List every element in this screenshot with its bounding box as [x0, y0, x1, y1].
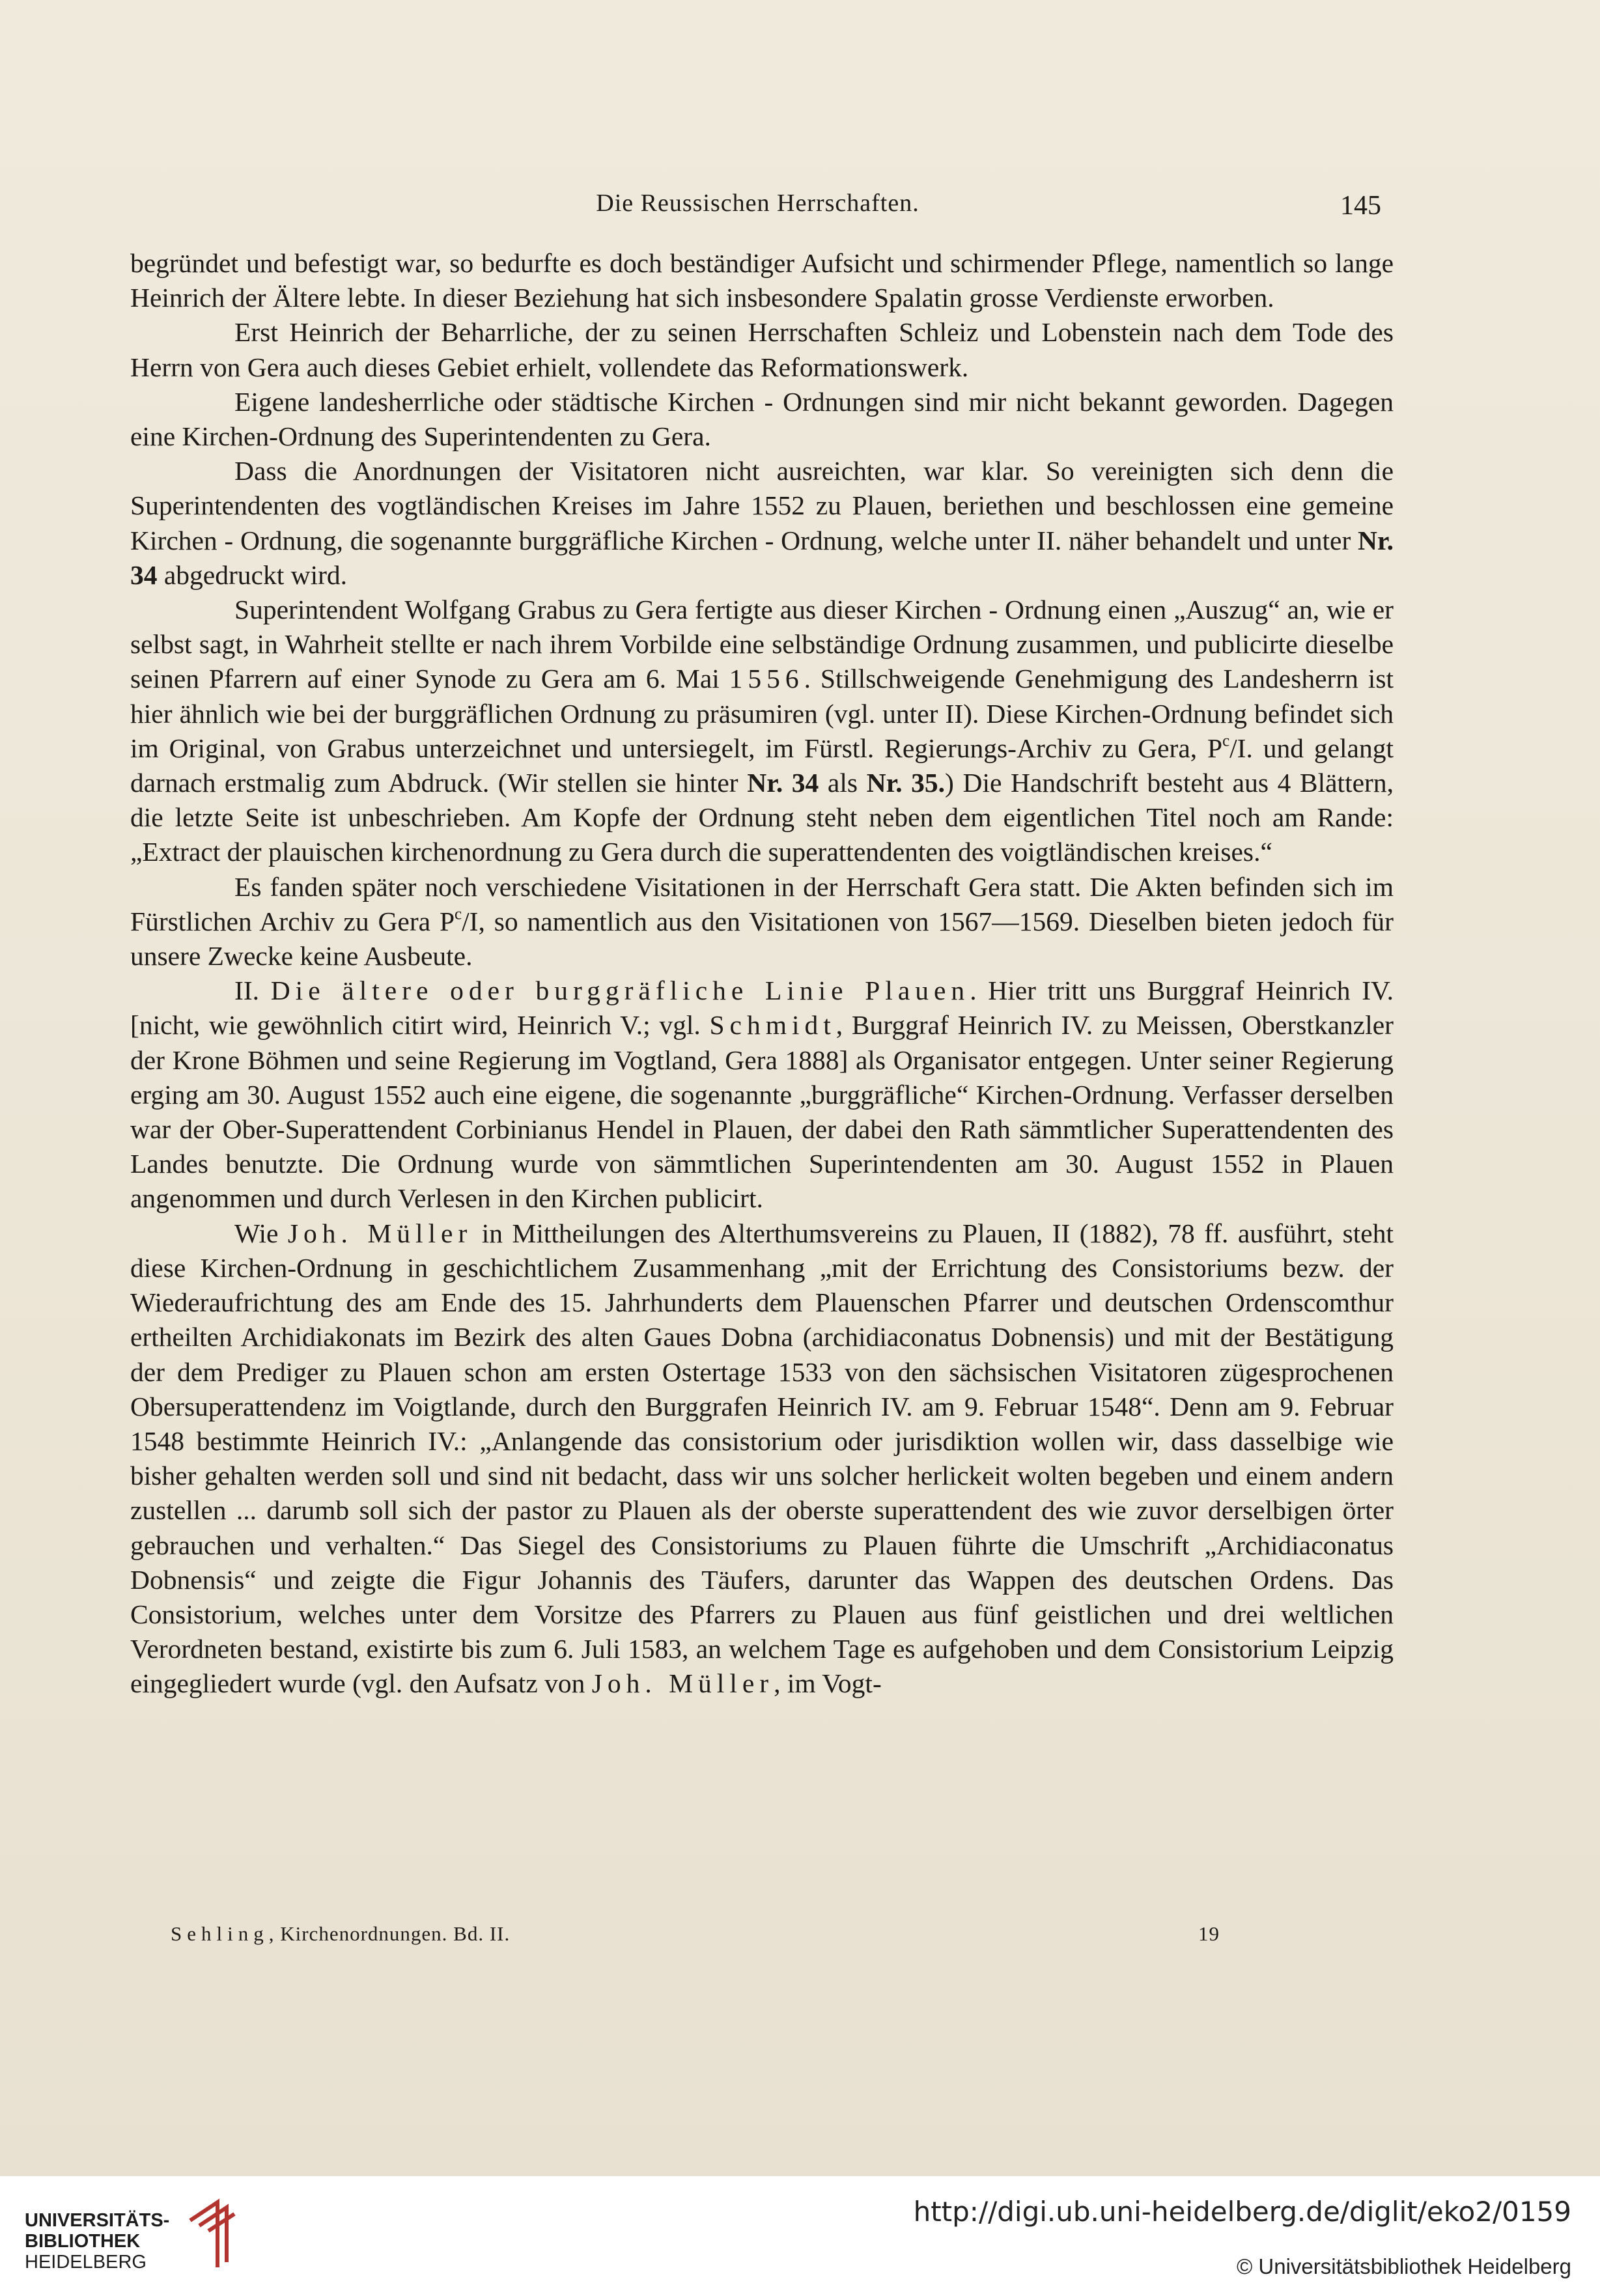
library-logo[interactable] [25, 2194, 240, 2282]
paragraph [130, 385, 1394, 454]
library-emblem-icon [185, 2194, 237, 2273]
paragraph [130, 593, 1394, 870]
running-head: Die Reussischen Herrschaften. [596, 189, 919, 217]
spaced-text: Die ältere oder burggräfliche Linie Plauen [270, 975, 970, 1006]
paragraph [130, 315, 1394, 384]
body-text [130, 246, 1394, 1701]
text-run: Es fanden später noch verschiedene Visitationen in der Herrschaft Gera statt. Die Akten befinden sich im Fürstlichen Archiv zu Gera P [130, 871, 1394, 936]
page-number: 145 [1340, 191, 1381, 221]
text-run: . Stillschweigende Genehmigung des Landesherrn ist hier ähnlich wie bei der burggräflichen Ordnung zu präsumiren (vgl. unter II). Diese Kirchen-Ordnung befindet sich im Original, von Grabus unterzeichnet und untersiegelt, im Fürstl. Regierungs-Archiv zu Gera, P [130, 664, 1394, 763]
text-run: Wie [234, 1218, 288, 1248]
text-run: , im Vogt- [774, 1668, 882, 1699]
footer-title: , Kirchenordnungen. Bd. II. [268, 1922, 511, 1945]
text-run: Superintendent Wolfgang Grabus zu Gera fertigte aus dieser Kirchen - Ordnung einen „Auszug“ an, wie er selbst sagt, in Wahrheit stellte er nach ihrem Vorbilde eine selbständige Ordnung zusammen, und publicirte dieselbe seinen Pfarrern auf einer Synode zu Gera am 6. Mai [130, 595, 1394, 694]
footer-author: Sehling [171, 1922, 269, 1945]
logo-line-2: BIBLIOTHEK [25, 2231, 141, 2252]
logo-line-3: HEIDELBERG [25, 2252, 147, 2273]
spaced-text: Joh. Müller [591, 1668, 774, 1699]
text-run: begründet und befestigt war, so bedurfte es doch beständiger Aufsicht und schirmender Pflege, namentlich so lange Heinrich der Ältere lebte. In dieser Beziehung hat sich insbesondere Spalatin grosse Verdienste erworben. [130, 248, 1394, 313]
footer [171, 1922, 1265, 1946]
superscript: c [1222, 732, 1230, 750]
text-run: . Hier tritt uns Burggraf Heinrich IV. [nicht, wie gewöhnlich citirt wird, Heinrich V.; vgl. [130, 975, 1394, 1041]
text-run: Dass die Anordnungen der Visitatoren nicht ausreichten, war klar. So vereinigten sich denn die Superintendenten des vogtländischen Kreises im Jahre 1552 zu Plauen, beriethen und beschlossen eine gemeine Kirchen - Ordnung, die sogenannte burggräfliche Kirchen - Ordnung, welche unter II. näher behandelt und unter [130, 456, 1394, 555]
logo-line-1: UNIVERSITÄTS- [25, 2210, 170, 2231]
text-run: , Burggraf Heinrich IV. zu Meissen, Oberstkanzler der Krone Böhmen und seine Regierung im Vogtland, Gera 1888] als Organisator entgegen. Unter seiner Regierung erging am 30. August 1552 auch eine eigene, die sogenannte „burggräfliche“ Kirchen-Ordnung. Verfasser derselben war der Ober-Superattendent Corbinianus Hendel in Plauen, der dabei den Rath sämmtlicher Superattendenten des Landes benutzte. Die Ordnung wurde von sämmtlichen Superintendenten am 30. August 1552 in Plauen angenommen und durch Verlesen in den Kirchen publicirt. [130, 1010, 1394, 1214]
logo-text [25, 2210, 169, 2273]
paragraph [130, 454, 1394, 593]
text-run: in Mittheilungen des Alterthumsvereins zu Plauen, II (1882), 78 ff. ausführt, steht diese Kirchen-Ordnung in geschichtlichem Zusammenhang „mit der Errichtung des Consistoriums bezw. der Wiederaufrichtung des am Ende des 15. Jahrhunderts dem Plauenschen Pfarrer und deutschen Ordenscomthur ertheilten Archidiakonats im Bezirk des alten Gaues Dobna (archidiaconatus Dobnensis) und mit der Bestätigung der dem Prediger zu Plauen schon am ersten Ostertage 1533 von den sächsischen Visitatoren zügesprochenen Obersuperattendenz im Voigtlande, durch den Burggrafen Heinrich IV. am 9. Februar 1548“. Denn am 9. Februar 1548 bestimmte Heinrich IV.: „Anlangende das consistorium oder jurisdiktion wollen wir, dass dasselbige wie bisher gehalten werden soll und sind nit bedacht, dass wir uns solcher herlickeit wolten begeben und einem andern zustellen ... darumb soll sich der pastor zu Plauen als der oberste superattendent des wie zuvor derselbigen örter gebrauchen und verhalten.“ Das Siegel des Consistoriums zu Plauen führte die Umschrift „Archidiaconatus Dobnensis“ und zeigte die Figur Johannis des Täufers, darunter das Wappen des deutschen Ordens. Das Consistorium, welches unter dem Vorsitze des Pfarrers zu Plauen aus fünf geistlichen und drei weltlichen Verordneten bestand, existirte bis zum 6. Juli 1583, an welchem Tage es aufgehoben und dem Consistorium Leipzig eingegliedert wurde (vgl. den Aufsatz von [130, 1218, 1394, 1699]
text-run: /I. und gelangt darnach erstmalig zum Abdruck. (Wir stellen sie hinter [130, 733, 1394, 798]
text-run: Eigene landesherrliche oder städtische Kirchen - Ordnungen sind mir nicht bekannt geworden. Dagegen eine Kirchen-Ordnung des Superintendenten zu Gera. [130, 386, 1394, 452]
spaced-text: Schmidt [709, 1010, 836, 1041]
paragraph [130, 870, 1394, 974]
text-run: /I, so namentlich aus den Visitationen von 1567—1569. Dieselben bieten jedoch für unsere Zwecke keine Ausbeute. [130, 906, 1394, 972]
spaced-text: Joh. Müller [287, 1218, 473, 1248]
permalink-url[interactable]: http://digi.ub.uni-heidelberg.de/diglit/eko2/0159 [913, 2196, 1571, 2228]
reference-number: Nr. 34 [130, 525, 1394, 590]
text-run: ) Die Handschrift besteht aus 4 Blättern, die letzte Seite ist unbeschrieben. Am Kopfe der Ordnung steht neben dem eigentlichen Titel noch am Rande: „Extract der plauischen kirchenordnung zu Gera durch die superattendenten des voigtländischen kreises.“ [130, 768, 1394, 867]
reference-number: Nr. 35. [866, 768, 946, 798]
footer-signature: 19 [1198, 1922, 1220, 1945]
text-run: II. [234, 975, 271, 1006]
paragraph [130, 1216, 1394, 1701]
copyright-notice: © Universitätsbibliothek Heidelberg [1236, 2254, 1571, 2278]
library-bar [0, 2176, 1600, 2296]
text-run: als [819, 768, 867, 798]
paragraph [130, 246, 1394, 315]
text-run: abgedruckt wird. [157, 559, 348, 590]
reference-number: Nr. 34 [747, 768, 819, 798]
text-run: Erst Heinrich der Beharrliche, der zu seinen Herrschaften Schleiz und Lobenstein nach dem Tode des Herrn von Gera auch dieses Gebiet erhielt, vollendete das Reformationswerk. [130, 317, 1394, 382]
spaced-text: 1556 [729, 664, 804, 694]
superscript: c [455, 905, 462, 923]
paragraph [130, 973, 1394, 1216]
